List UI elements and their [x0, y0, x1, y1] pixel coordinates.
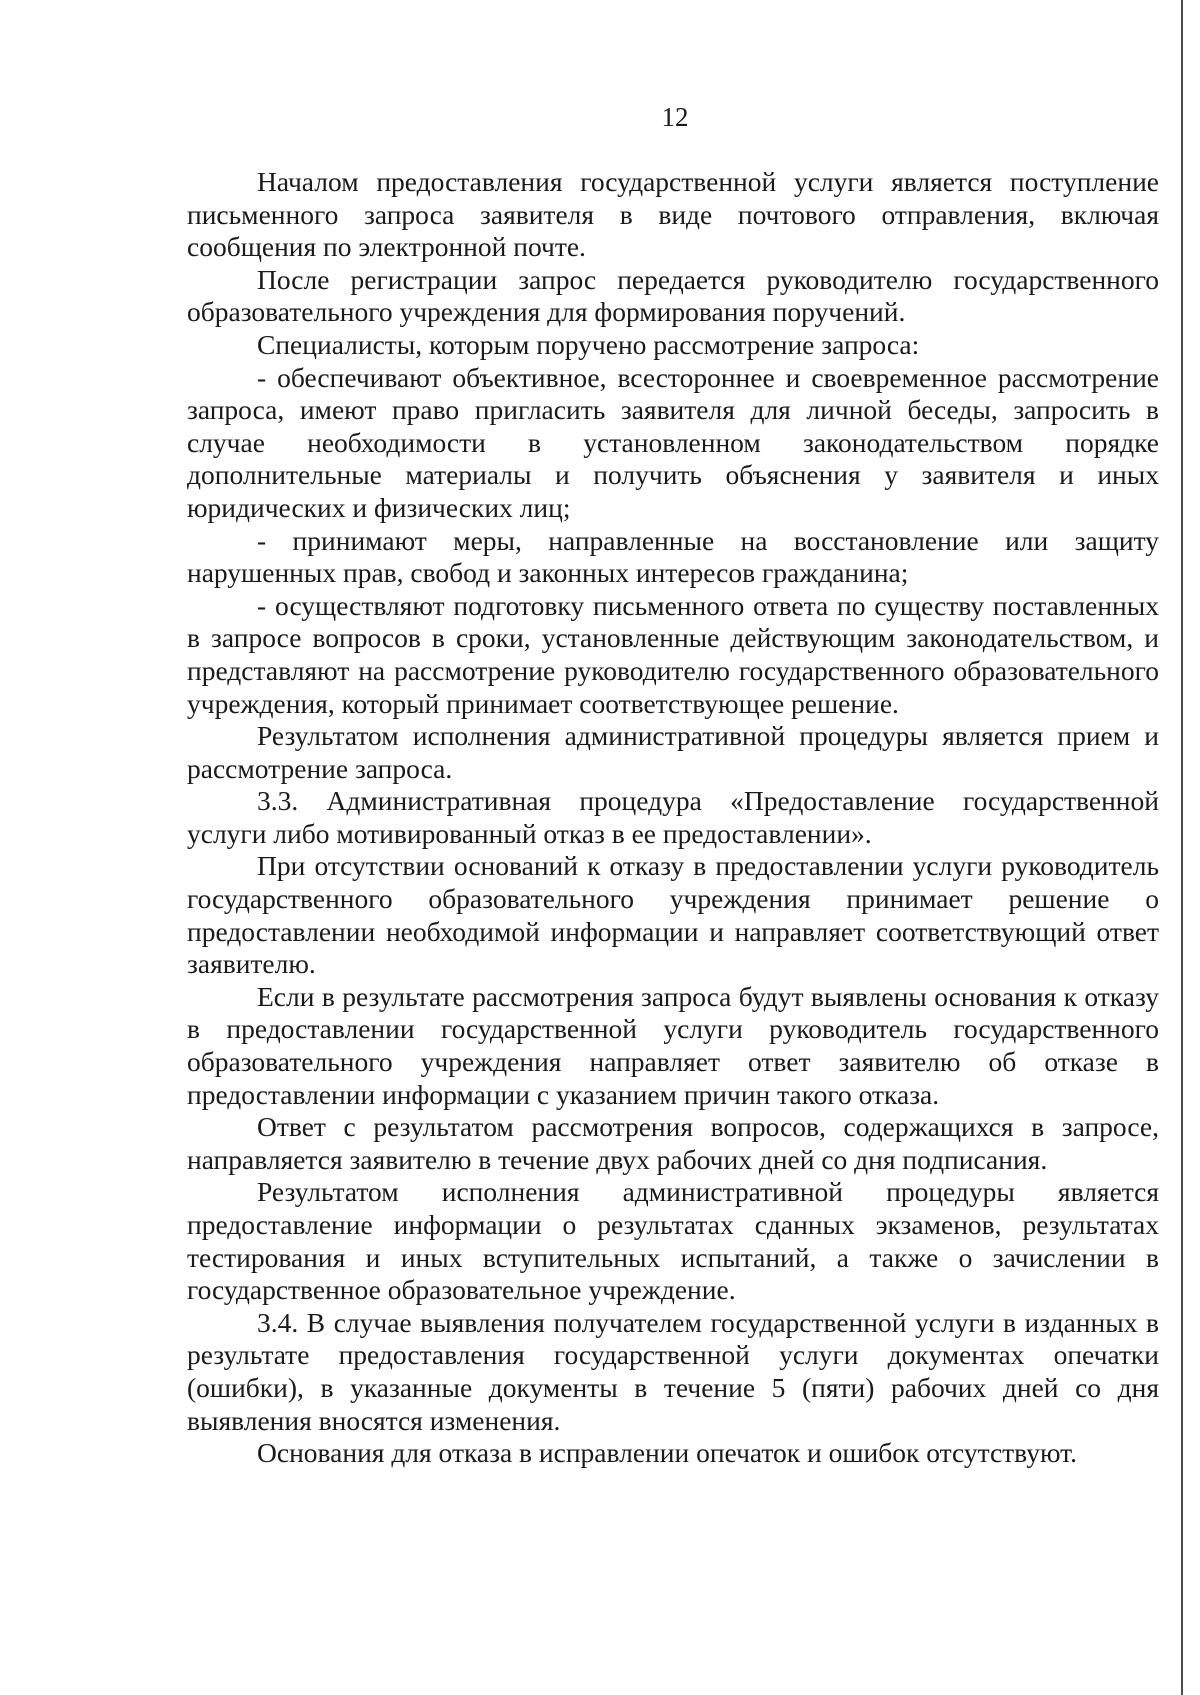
- paragraph-no-correction-refusal: Основания для отказа в исправлении опечаток и ошибок отсутствуют.: [257, 1437, 1077, 1469]
- paragraph-specialists: Специалисты, которым поручено рассмотрение запроса:: [257, 328, 920, 360]
- list-item-ensure-review: - обеспечивают объективное, всестороннее и своевременное рассмотрение запроса, имеют право пригласить заявителя для личной беседы, запросить в случае необходимости в установленном законодательством порядке дополнительные материалы и получить объяснения у заявителя и иных юридических и физических лиц;: [187, 361, 1159, 523]
- paragraph-answer-deadline: Ответ с результатом рассмотрения вопросов, содержащихся в запросе, направляется заявителю в течение двух рабочих дней со дня подписания.: [187, 1111, 1159, 1175]
- document-body: [187, 166, 1159, 1470]
- list-item-prepare-answer: - осуществляют подготовку письменного ответа по существу поставленных в запросе вопросов в сроки, установленные действующим законодательством, и представляют на рассмотрение руководителю государственного образовательного учреждения, который принимает соответствующее решение.: [187, 589, 1159, 719]
- paragraph-procedure-result-info: Результатом исполнения административной процедуры является предоставление информации о результатах сданных экзаменов, результатах тестирования и иных вступительных испытаний, а также о зачислении в государственное образовательное учреждение.: [187, 1176, 1159, 1306]
- section-3-4-corrections: 3.4. В случае выявления получателем государственной услуги в изданных в результате предоставления государственной услуги документах опечатки (ошибки), в указанные документы в течение 5 (пяти) рабочих дней со дня выявления вносятся изменения.: [187, 1306, 1159, 1436]
- page-number: 12: [661, 102, 689, 132]
- paragraph-procedure-result: Результатом исполнения административной процедуры является прием и рассмотрение запроса.: [187, 720, 1159, 784]
- list-item-take-measures: - принимают меры, направленные на восстановление или защиту нарушенных прав, свобод и законных интересов гражданина;: [187, 524, 1159, 589]
- paragraph-no-refusal-grounds: При отсутствии оснований к отказу в предоставлении услуги руководитель государственного образовательного учреждения принимает решение о предоставлении необходимой информации и направляет соответствующий ответ заявителю.: [187, 850, 1159, 980]
- section-heading-3-3: 3.3. Административная процедура «Предоставление государственной услуги либо мотивированный отказ в ее предоставлении».: [187, 785, 1159, 849]
- page-edge-line: [1181, 0, 1183, 1695]
- paragraph-request-registration: После регистрации запрос передается руководителю государственного образовательного учреждения для формирования поручений.: [187, 263, 1159, 328]
- paragraph-service-start: Началом предоставления государственной услуги является поступление письменного запроса заявителя в виде почтового отправления, включая сообщения по электронной почте.: [187, 166, 1159, 263]
- paragraph-refusal-grounds: Если в результате рассмотрения запроса будут выявлены основания к отказу в предоставлении государственной услуги руководитель государственного образовательного учреждения направляет ответ заявителю об отказе в предоставлении информации с указанием причин такого отказа.: [187, 980, 1159, 1110]
